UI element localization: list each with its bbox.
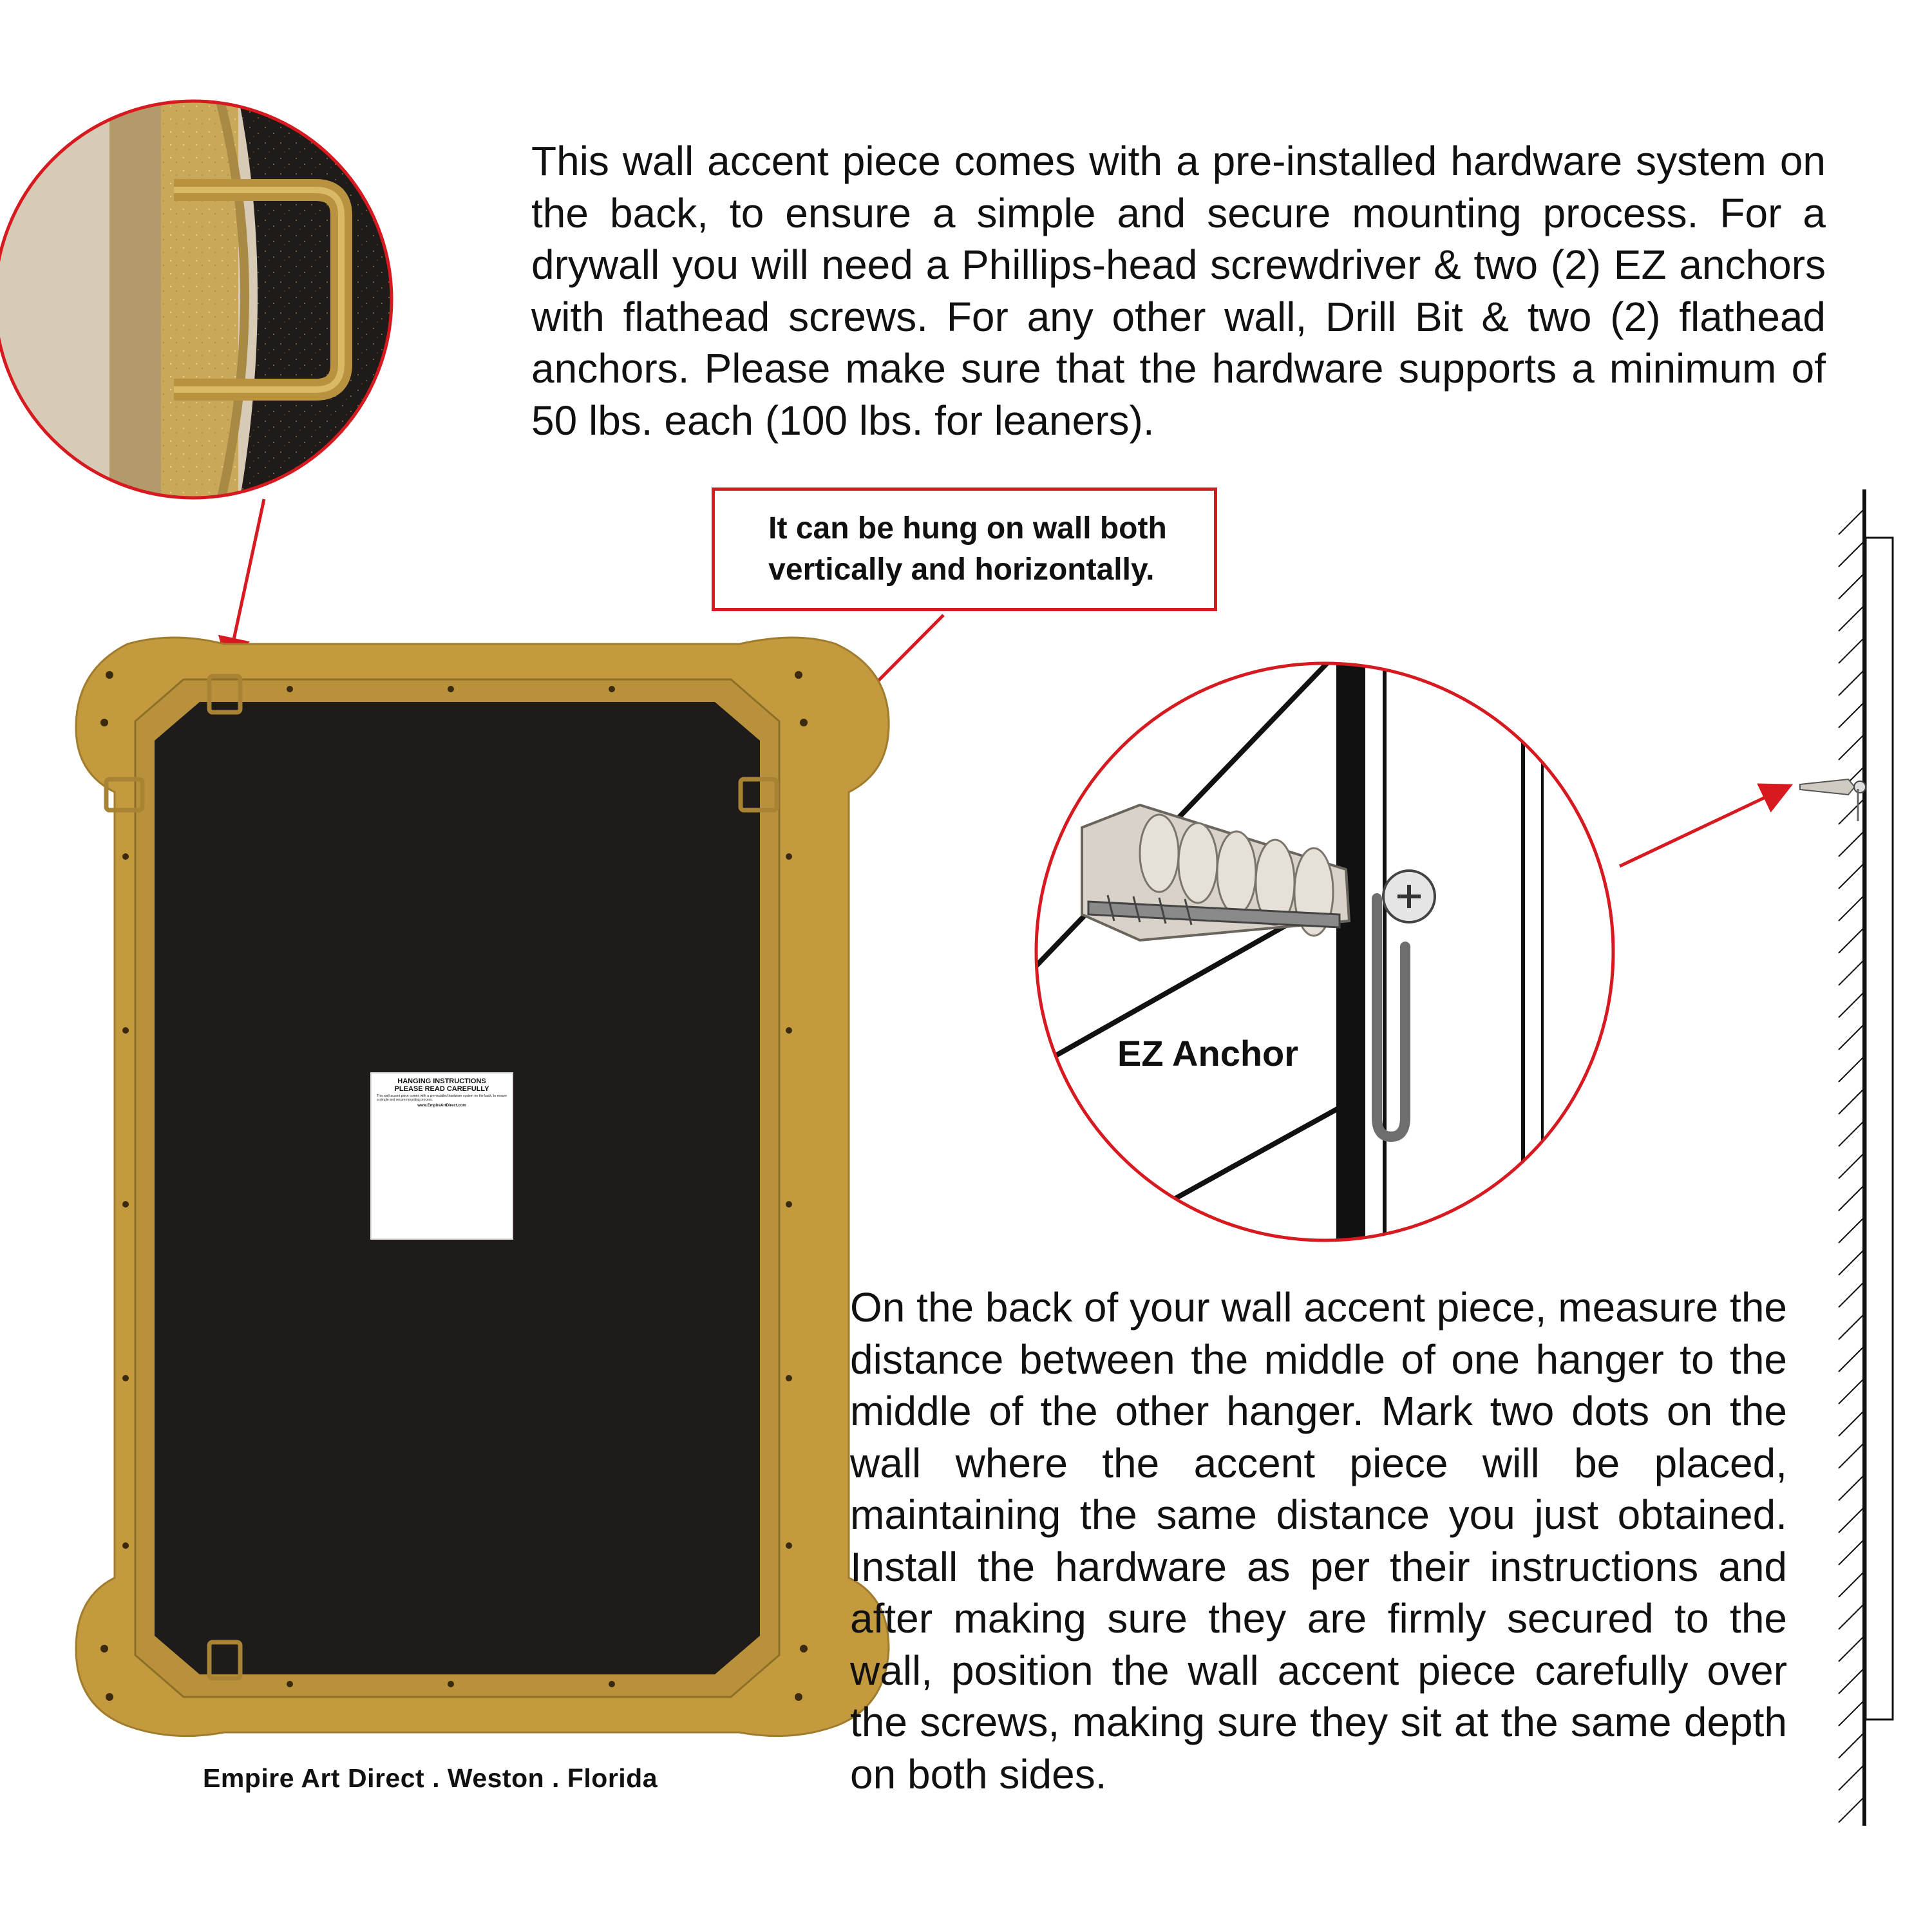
- callout-text: It can be hung on wall both vertically and horizontally.: [768, 511, 1167, 587]
- label-body: This wall accent piece comes with a pre-installed hardware system on the back, to ensure a simple and secure mounting process.: [377, 1094, 507, 1102]
- anchor-closeup-circle: [1018, 657, 1623, 1249]
- label-heading-1: HANGING INSTRUCTIONS: [397, 1077, 486, 1085]
- intro-paragraph: This wall accent piece comes with a pre-installed hardware system on the back, to ensure a simple and secure mounting process. For a drywall you will need a Phillips-head screwdriver & two (2) EZ anchors with flathead screws. For any other wall, Drill Bit & two (2) flathead anchors. Please make sure that the hardware supports a minimum of 50 lbs. each (100 lbs. for leaners).: [531, 138, 1826, 444]
- hanger-closeup-circle: [0, 97, 412, 509]
- ez-anchor-label: EZ Anchor: [1117, 1033, 1299, 1074]
- wall-side-view: [1800, 489, 1893, 1826]
- label-footer: www.EmpireArtDirect.com: [417, 1104, 466, 1108]
- instructions-paragraph: On the back of your wall accent piece, measure the distance between the middle of one hanger to the middle of the other hanger. Mark two dots on the wall where the accent piece will be placed, maintaining the same distance you just obtained. Install the hardware as per their instructions and after making sure they are firmly secured to the wall, position the wall accent piece carefully over the screws, making sure they sit at the same depth on both sides.: [850, 1284, 1787, 1797]
- hanging-instructions-label: [370, 1072, 513, 1240]
- orientation-callout: [712, 488, 1217, 611]
- company-footer: Empire Art Direct . Weston . Florida: [203, 1763, 658, 1793]
- label-heading-2: PLEASE READ CAREFULLY: [394, 1085, 489, 1093]
- anchor-pointer-arrow: [1620, 787, 1787, 866]
- small-anchor-icon: [1800, 779, 1866, 821]
- closeup-pointer-arrow: [229, 499, 264, 663]
